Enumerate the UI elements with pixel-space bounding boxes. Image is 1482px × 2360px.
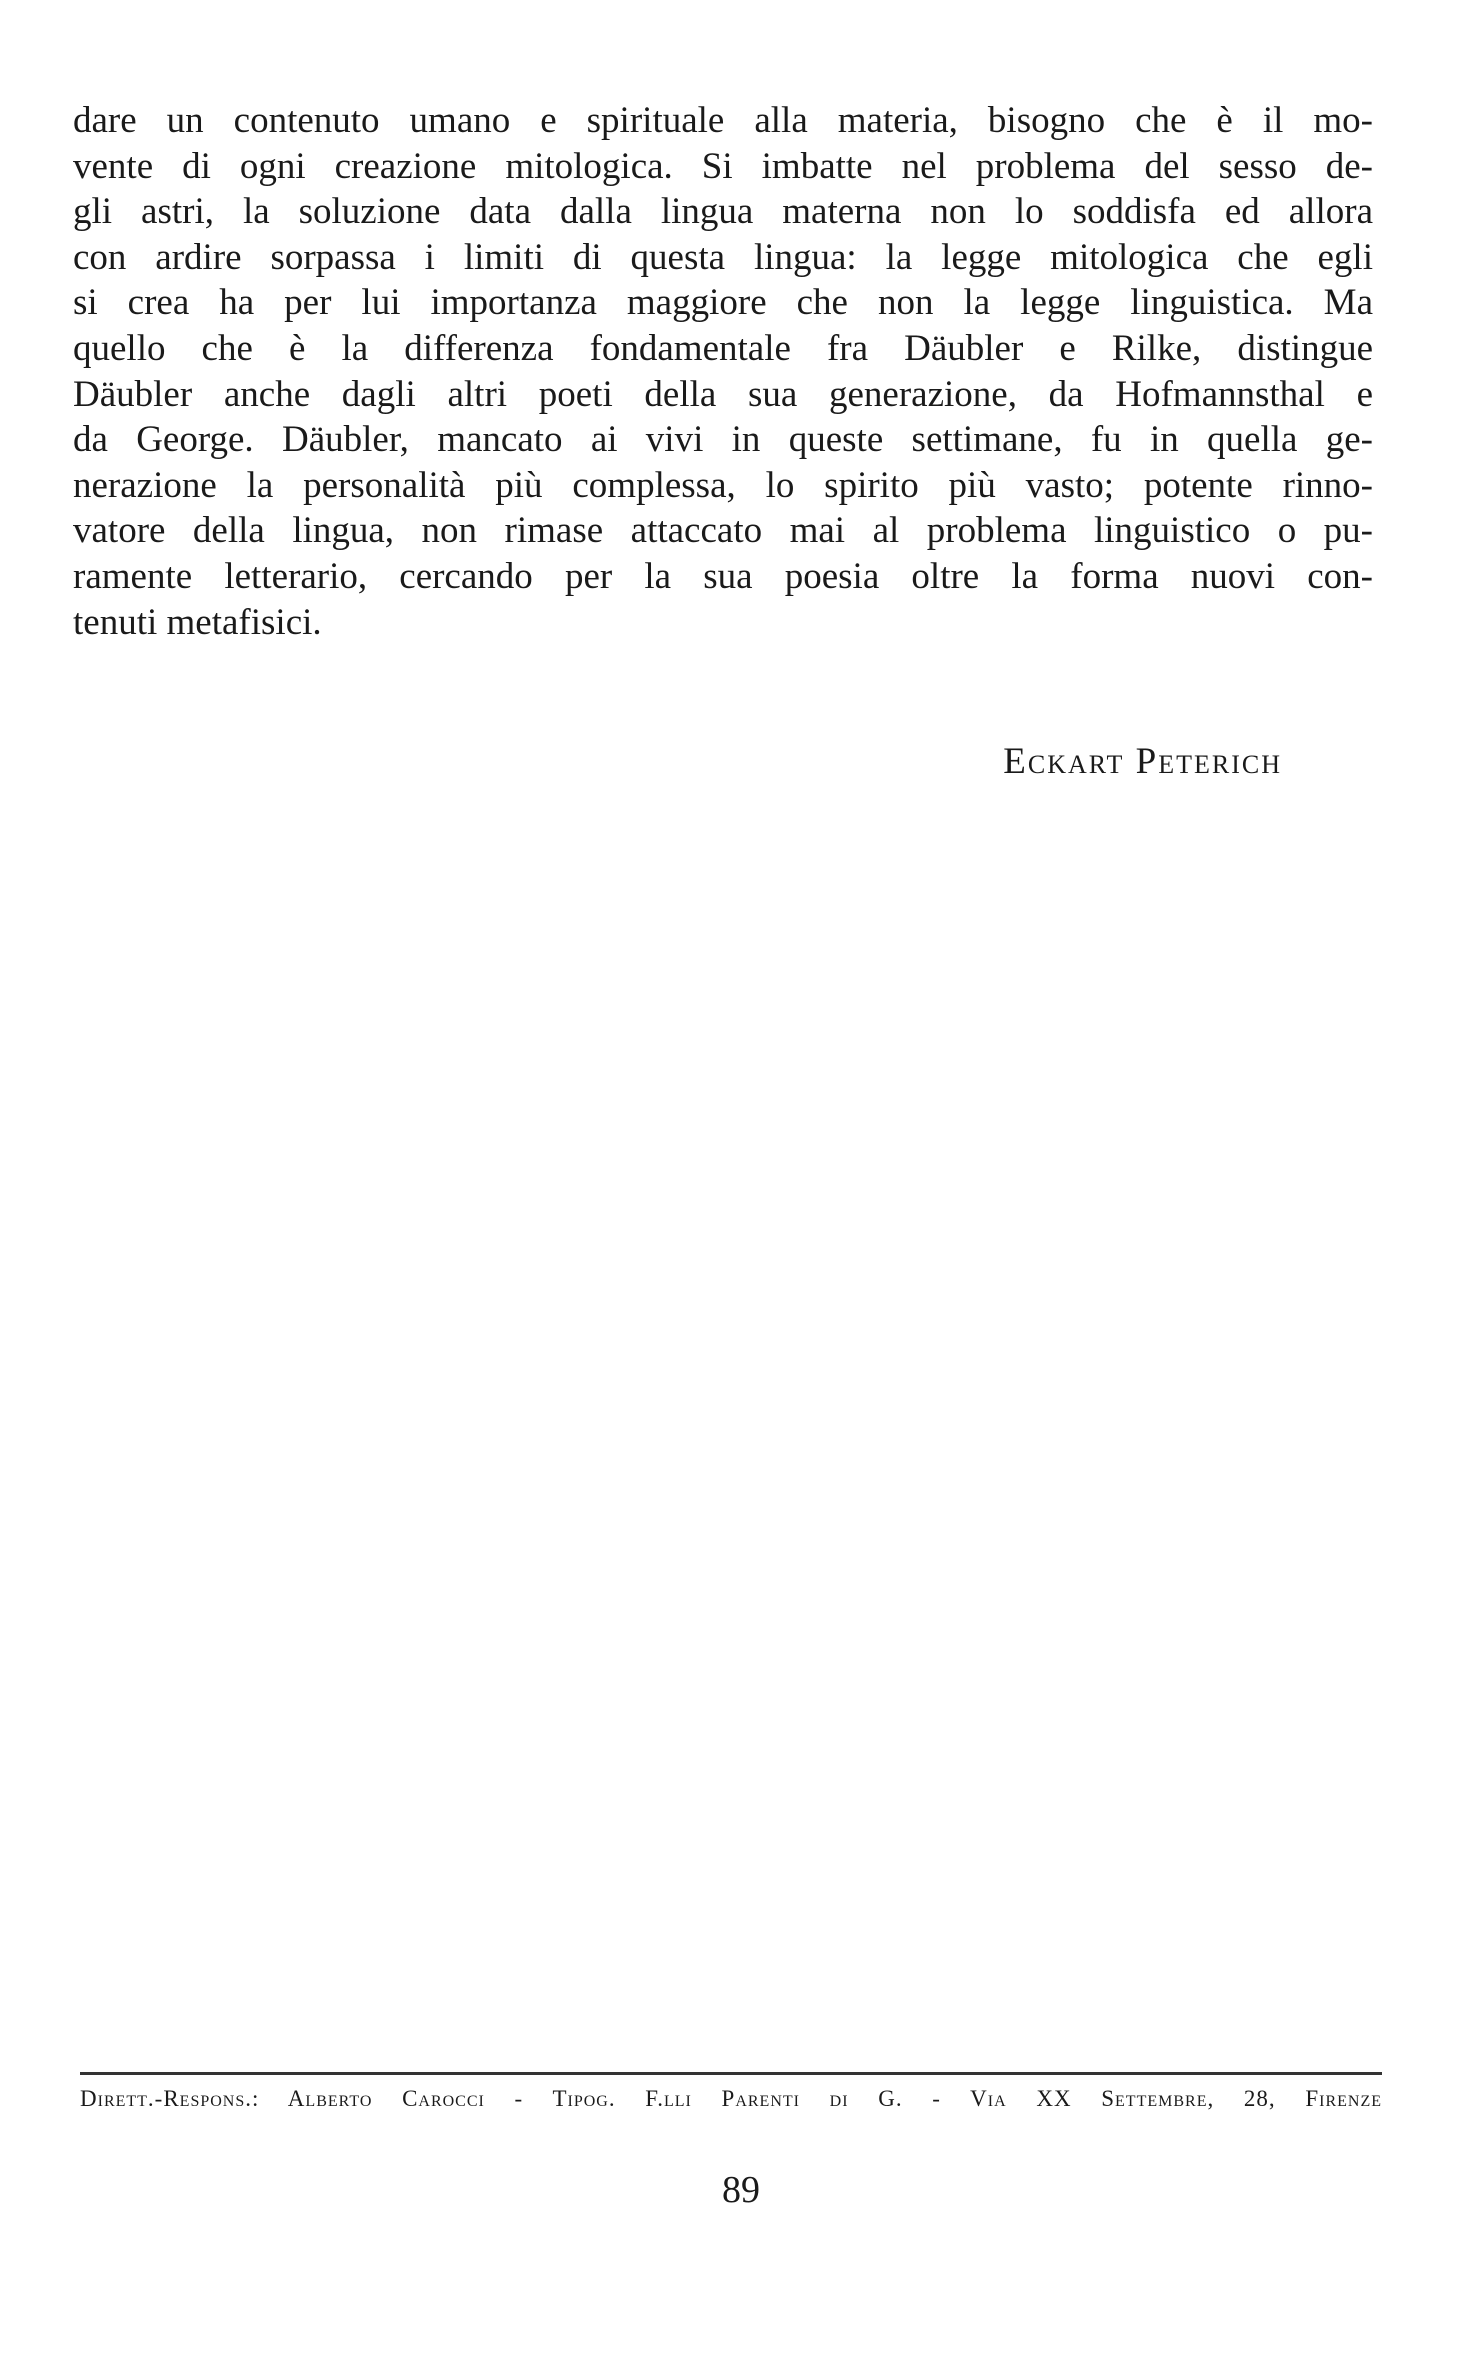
text-line: Däubler anche dagli altri poeti della sua generazione, da Hofmannsthal e (73, 373, 1373, 415)
text-line: nerazione la personalità più complessa, lo spirito più vasto; potente rinno- (73, 464, 1373, 506)
text-line: da George. Däubler, mancato ai vivi in queste settimane, fu in quella ge- (73, 419, 1373, 461)
text-line: gli astri, la soluzione data dalla lingua materna non lo soddisfa ed allora (73, 191, 1373, 233)
text-line: vatore della lingua, non rimase attaccato mai al problema linguistico o pu- (73, 510, 1373, 552)
author-signature: Eckart Peterich (1003, 741, 1282, 782)
text-line: ramente letterario, cercando per la sua poesia oltre la forma nuovi con- (73, 555, 1373, 597)
text-line: si crea ha per lui importanza maggiore che non la legge linguistica. Ma (73, 282, 1373, 324)
text-line: quello che è la differenza fondamentale fra Däubler e Rilke, distingue (73, 327, 1373, 369)
footer-credit: Dirett.-Respons.: Alberto Carocci - Tipog. F.lli Parenti di G. - Via XX Settembre, 28, Firenze (80, 2086, 1382, 2111)
text-line: dare un contenuto umano e spirituale alla materia, bisogno che è il mo- (73, 100, 1373, 141)
footer-rule (80, 2072, 1382, 2075)
text-line: con ardire sorpassa i limiti di questa lingua: la legge mitologica che egli (73, 236, 1373, 278)
text-line: tenuti metafisici. (73, 601, 322, 643)
page-number: 89 (722, 2169, 760, 2211)
text-line: vente di ogni creazione mitologica. Si imbatte nel problema del sesso de- (73, 145, 1373, 187)
body-text (73, 98, 1373, 645)
